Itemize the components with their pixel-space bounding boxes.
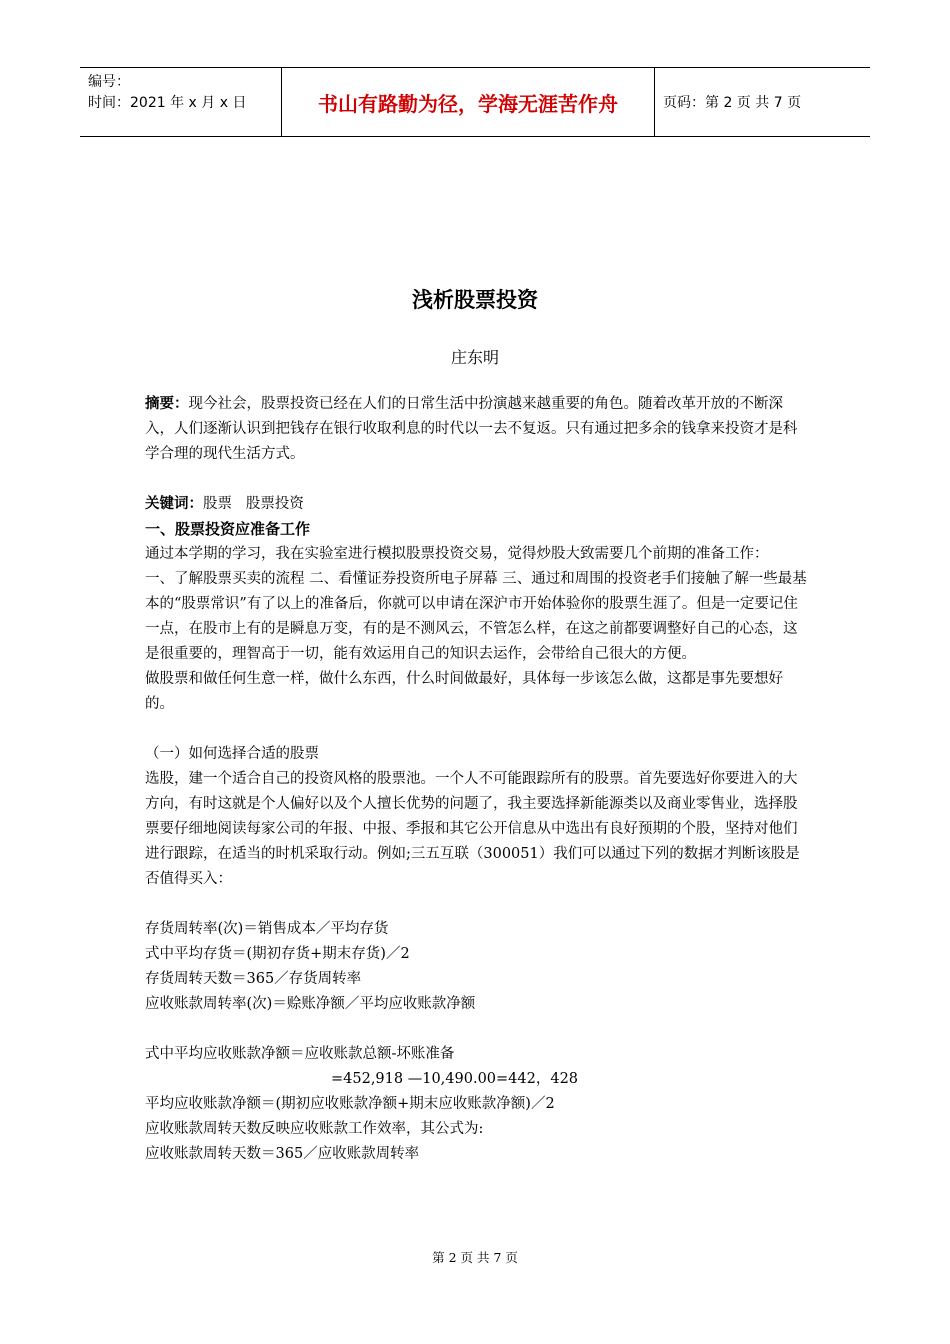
number-label: 编号： — [88, 74, 130, 90]
keywords-text: 股票 股票投资 — [203, 496, 304, 512]
formula-line: 存货周转率(次)＝销售成本／平均存货 — [145, 921, 389, 937]
formula-line: 式中平均存货＝(期初存货+期末存货)／2 — [145, 946, 410, 962]
formula-line: 应收账款周转天数反映应收账款工作效率，其公式为: — [145, 1121, 484, 1137]
header-page-info: 页码：第 2 页 共 7 页 — [663, 95, 802, 111]
section-heading: 一、股票投资应准备工作 — [145, 520, 311, 538]
paragraph: 做股票和做任何生意一样，做什么东西，什么时间做最好，具体每一步该怎么做，这都是事先要想好的。 — [145, 671, 783, 712]
paragraph: 选股，建一个适合自己的投资风格的股票池。一个人不可能跟踪所有的股票。首先要选好你要进入的大方向，有时这就是个人偏好以及个人擅长优势的问题了，我主要选择新能源类以及商业零售业，选择股票要仔细地阅读每家公司的年报、中报、季报和其它公开信息从中选出有良好预期的个股，坚持对他们进行跟踪，在适当的时机采取行动。例如;三五互联（300051）我们可以通过下列的数据才判断该股是否值得买入： — [145, 771, 800, 887]
abstract-label: 摘要： — [145, 396, 189, 412]
document-header — [80, 67, 870, 137]
formula-line: 应收账款周转率(次)＝赊账净额／平均应收账款净额 — [145, 996, 476, 1012]
formula-line: 应收账款周转天数＝365／应收账款周转率 — [145, 1146, 420, 1162]
abstract-text: 现今社会，股票投资已经在人们的日常生活中扮演越来越重要的角色。随着改革开放的不断深入，人们逐渐认识到把钱存在银行收取利息的时代以一去不复返。只有通过把多余的钱拿来投资才是科学合理的现代生活方式。 — [145, 396, 798, 462]
formula-line: 式中平均应收账款净额＝应收账款总额-坏账准备 — [145, 1046, 455, 1062]
formula-line: 平均应收账款净额＝(期初应收账款净额+期末应收账款净额)／2 — [145, 1096, 555, 1112]
document-body — [145, 392, 810, 1167]
page-footer: 第 2 页 共 7 页 — [432, 1250, 518, 1265]
formula-line: =452,918 —10,490.00=442，428 — [331, 1071, 579, 1087]
paragraph: 一、了解股票买卖的流程 二、看懂证券投资所电子屏幕 三、通过和周围的投资老手们接触了解一些最基本的“股票常识”有了以上的准备后，你就可以申请在深沪市开始体验你的股票生涯了。但是一定要记住一点，在股市上有的是瞬息万变，有的是不测风云，不管怎么样，在这之前都要调整好自己的心态，这是很重要的，理智高于一切，能有效运用自己的知识去运作，会带给自己很大的方便。 — [145, 571, 807, 662]
subsection-heading: （一）如何选择合适的股票 — [145, 746, 319, 762]
document-title: 浅析股票投资 — [412, 288, 538, 312]
paragraph: 通过本学期的学习，我在实验室进行模拟股票投资交易，觉得炒股大致需要几个前期的准备工作： — [145, 546, 769, 562]
abstract-paragraph — [145, 392, 810, 467]
keywords-paragraph — [145, 492, 810, 517]
formula-line: 存货周转天数＝365／存货周转率 — [145, 971, 362, 987]
keywords-label: 关键词： — [145, 496, 203, 512]
document-author: 庄东明 — [450, 348, 499, 367]
date-label: 时间：2021 年 x 月 x 日 — [88, 95, 247, 111]
header-motto: 书山有路勤为径，学海无涯苦作舟 — [282, 68, 655, 136]
header-meta-cell — [80, 68, 282, 136]
